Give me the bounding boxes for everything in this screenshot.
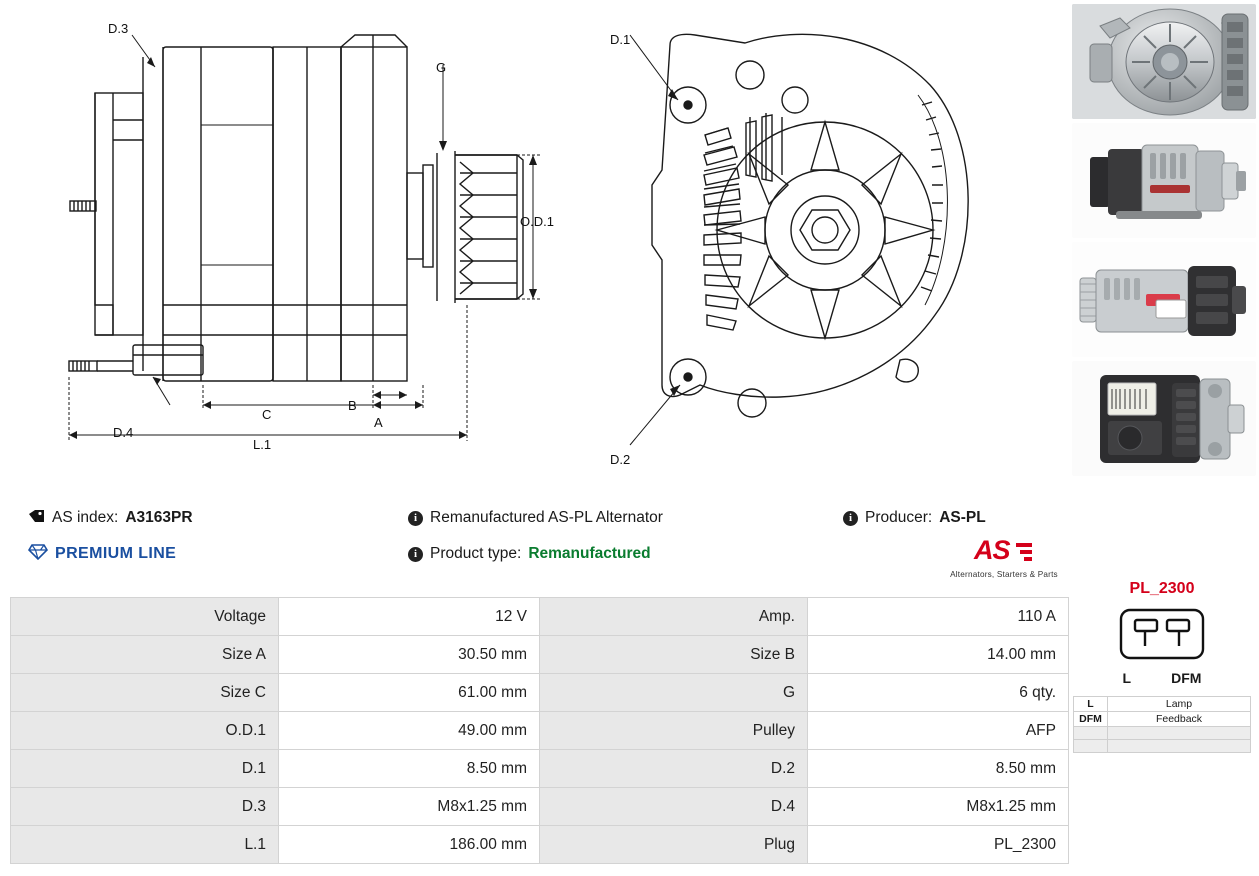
premium-line-label: PREMIUM LINE bbox=[55, 545, 177, 562]
info-icon: i bbox=[843, 511, 858, 526]
legend-row-empty bbox=[1074, 727, 1251, 740]
alternator-photo-profile[interactable] bbox=[1072, 123, 1256, 238]
legend-empty-cell bbox=[1074, 740, 1108, 753]
spec-label: Pulley bbox=[540, 712, 808, 750]
label-l1: L.1 bbox=[253, 437, 272, 452]
legend-empty-cell bbox=[1108, 740, 1251, 753]
table-row bbox=[11, 750, 1069, 788]
as-index-value: A3163PR bbox=[125, 509, 193, 526]
label-d3: D.3 bbox=[108, 21, 129, 36]
table-row bbox=[11, 712, 1069, 750]
label-d2: D.2 bbox=[610, 452, 631, 467]
aspl-mark: AS bbox=[974, 535, 1010, 565]
label-c: C bbox=[262, 407, 272, 422]
tag-icon bbox=[28, 509, 45, 528]
aspl-mark-wrap bbox=[945, 537, 1063, 568]
spec-label: O.D.1 bbox=[11, 712, 279, 750]
plug-pin-right: DFM bbox=[1171, 670, 1202, 686]
plug-code: PL_2300 bbox=[1129, 580, 1195, 597]
plug-diagram-icon bbox=[1118, 606, 1206, 662]
product-type-cell bbox=[408, 545, 843, 563]
product-photo-strip bbox=[1069, 0, 1259, 479]
legend-key: DFM bbox=[1074, 712, 1108, 727]
premium-line-cell bbox=[28, 544, 408, 565]
label-od1: O.D.1 bbox=[520, 214, 554, 229]
info-icon: i bbox=[408, 547, 423, 562]
spec-label: L.1 bbox=[11, 826, 279, 864]
aspl-bars-icon bbox=[1016, 541, 1034, 568]
product-info bbox=[28, 500, 1068, 572]
spec-value: 12 V bbox=[279, 598, 540, 636]
spec-label: G bbox=[540, 674, 808, 712]
spec-value: PL_2300 bbox=[808, 826, 1069, 864]
legend-meaning: Lamp bbox=[1108, 697, 1251, 712]
legend-key: L bbox=[1074, 697, 1108, 712]
spec-label: Voltage bbox=[11, 598, 279, 636]
spec-label: D.1 bbox=[11, 750, 279, 788]
table-row bbox=[11, 788, 1069, 826]
description-text: Remanufactured AS-PL Alternator bbox=[430, 509, 663, 526]
label-d4: D.4 bbox=[113, 425, 134, 440]
spec-value: 14.00 mm bbox=[808, 636, 1069, 674]
spec-value: M8x1.25 mm bbox=[279, 788, 540, 826]
aspl-brand-logo bbox=[945, 537, 1063, 579]
spec-value: 186.00 mm bbox=[279, 826, 540, 864]
spec-value: 49.00 mm bbox=[279, 712, 540, 750]
info-row-1 bbox=[28, 500, 1068, 536]
label-b: B bbox=[348, 398, 357, 413]
spec-value: M8x1.25 mm bbox=[808, 788, 1069, 826]
as-index-cell bbox=[28, 509, 408, 528]
alternator-photo-rear-angle[interactable] bbox=[1072, 242, 1256, 357]
spec-value: 30.50 mm bbox=[279, 636, 540, 674]
info-icon: i bbox=[408, 511, 423, 526]
technical-drawings bbox=[0, 0, 1070, 482]
spec-label: D.2 bbox=[540, 750, 808, 788]
aspl-tagline: Alternators, Starters & Parts bbox=[950, 570, 1058, 580]
spec-label: Size C bbox=[11, 674, 279, 712]
label-a: A bbox=[374, 415, 383, 430]
spec-label: Size A bbox=[11, 636, 279, 674]
legend-meaning: Feedback bbox=[1108, 712, 1251, 727]
producer-value: AS-PL bbox=[939, 509, 986, 526]
spec-value: AFP bbox=[808, 712, 1069, 750]
table-row bbox=[11, 674, 1069, 712]
legend-empty-cell bbox=[1108, 727, 1251, 740]
legend-row bbox=[1074, 697, 1251, 712]
label-g: G bbox=[436, 60, 447, 75]
plug-panel bbox=[1069, 580, 1255, 753]
spec-value: 61.00 mm bbox=[279, 674, 540, 712]
spec-label: D.3 bbox=[11, 788, 279, 826]
spec-label: Size B bbox=[540, 636, 808, 674]
plug-pin-left: L bbox=[1122, 670, 1132, 686]
description-cell bbox=[408, 509, 843, 527]
spec-label: Amp. bbox=[540, 598, 808, 636]
spec-value: 8.50 mm bbox=[808, 750, 1069, 788]
product-type-label: Product type: bbox=[430, 545, 522, 562]
spec-value: 8.50 mm bbox=[279, 750, 540, 788]
producer-cell bbox=[843, 509, 1068, 527]
table-row bbox=[11, 598, 1069, 636]
producer-label: Producer: bbox=[865, 509, 933, 526]
side-view-drawing bbox=[55, 5, 585, 475]
plug-legend-table bbox=[1073, 696, 1251, 753]
alternator-photo-label-side[interactable] bbox=[1072, 361, 1256, 476]
spec-label: Plug bbox=[540, 826, 808, 864]
legend-empty-cell bbox=[1074, 727, 1108, 740]
label-d1: D.1 bbox=[610, 32, 631, 47]
spec-value: 110 A bbox=[808, 598, 1069, 636]
info-row-2 bbox=[28, 536, 1068, 572]
diamond-icon bbox=[28, 544, 48, 565]
as-index-label: AS index: bbox=[52, 509, 119, 526]
product-type-value: Remanufactured bbox=[528, 545, 651, 562]
front-view-drawing bbox=[600, 5, 1020, 455]
table-row bbox=[11, 826, 1069, 864]
legend-row-empty bbox=[1074, 740, 1251, 753]
table-row bbox=[11, 636, 1069, 674]
plug-pin-labels bbox=[1069, 670, 1255, 686]
spec-value: 6 qty. bbox=[808, 674, 1069, 712]
legend-row bbox=[1074, 712, 1251, 727]
specification-table bbox=[10, 597, 1069, 864]
alternator-photo-pulley-side[interactable] bbox=[1072, 4, 1256, 119]
spec-label: D.4 bbox=[540, 788, 808, 826]
